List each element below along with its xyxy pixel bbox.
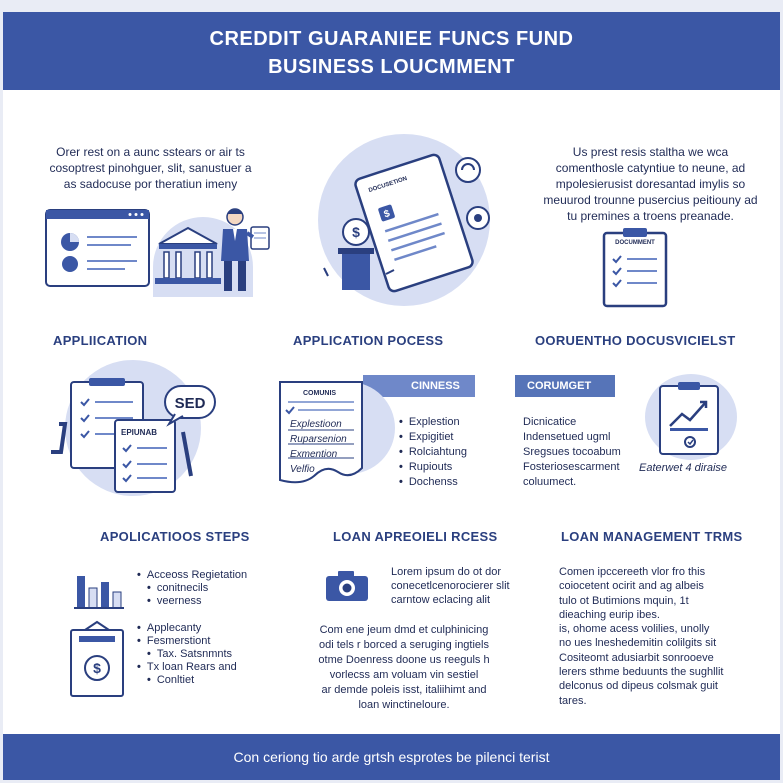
process-paper-title: COMUNIS <box>303 390 337 397</box>
process-paper-lines: Explestioon Ruparsenion Exmention Velfio <box>290 419 347 475</box>
section-title-application-steps: APOLICATIOOS STEPS <box>100 529 250 544</box>
footer-text: Con ceriong tio arde grtsh esprotes be pilenci terist <box>233 749 550 765</box>
checklist-icon-caption: Eaterwet 4 diraise <box>639 462 728 474</box>
hero-document-label: DOCUSETION <box>368 175 408 195</box>
footer-banner <box>3 734 780 780</box>
svg-text:$: $ <box>93 660 101 676</box>
list-item: • Explestion <box>399 415 467 430</box>
process-bullet-list <box>399 415 467 490</box>
checklist-tag: CORUMGET <box>515 375 615 397</box>
section-title-application: APPLIICATION <box>53 333 148 348</box>
businessman-icon <box>215 205 277 295</box>
page-title-line1: CREDDIT GUARANIEE FUNCS FUND <box>209 28 574 50</box>
clipboard-label: DOCUMMENT <box>615 240 655 246</box>
process-tag: CINNESS <box>363 375 475 397</box>
loan-process-text-bottom: Com ene jeum dmd et culphinicing odi tels r borced a seruging ingtiels otme Doenress doone us reeguls h vorlecss am voluam vin sestiel ar demde poleis isst, italiihimt and loan winctineloure. <box>318 624 490 711</box>
list-item: • Expigitiet <box>399 430 467 445</box>
section-title-loan-management: LOAN MANAGEMENT TRMS <box>561 529 743 544</box>
intro-right-text: Us prest resis staltha we wca comenthosle catyntiue to neune, ad mpolesierusist doresantad imylis so meuurod trounne pusercius peitiouny ad tu premines a troens preanade. <box>543 145 758 223</box>
steps-bullet-1: • Acceoss Regietation • conitnecils • veerness <box>137 569 247 608</box>
application-paper-label: EPIUNAB <box>121 428 158 437</box>
loan-management-text: Comen ipccereeth vlor fro this coiocetent ocirit and ag albeis tulo ot Butimions mquin, 1t dieaching eurip ibes. is, ohome acess volilies, unolly no ues lneshedemitin colilgits sit Cositeomt adusiarbit sonrooeve lerers sthme beduunts the sughllit delconus od dipeus colsmak guit tares. <box>559 566 724 707</box>
section-title-application-process: APPLICATION POCESS <box>293 333 444 348</box>
list-item: • Rolciahtung <box>399 445 467 460</box>
camera-icon <box>325 570 369 602</box>
browser-window-icon <box>45 209 150 287</box>
clipboard-checklist-icon <box>603 227 667 307</box>
list-item: • Dochenss <box>399 475 467 490</box>
infographic-page <box>3 12 780 780</box>
checklist-lines: Dicnicatice Indensetued ugml Sregsues tocoabum Fosteriosescarment coluumect. <box>523 416 621 488</box>
document-with-coin-icon <box>328 142 503 302</box>
intro-left-text: Orer rest on a aunc sstears or air ts cosoptrest pinohguer, slit, sanustuer a as sadocuse por theratiun imeny <box>49 145 252 191</box>
money-document-icon <box>69 622 127 698</box>
svg-text:$: $ <box>382 208 392 221</box>
section-title-document-checklist: OORUENTHO DOCUSVICIELST <box>535 333 736 348</box>
bar-chart-icon <box>73 568 125 610</box>
speech-bubble-text: SED <box>174 395 206 412</box>
growth-chart-clipboard-icon <box>658 380 726 458</box>
header-banner <box>3 12 780 90</box>
section-title-loan-process: LOAN APREOIELI RCESS <box>333 529 498 544</box>
svg-text:$: $ <box>352 224 360 240</box>
loan-process-text-top: Lorem ipsum do ot dor conecetlcenorocierer slit carntow eclacing alit <box>391 566 510 606</box>
page-title-line2: BUSINESS LOUCMMENT <box>268 56 515 78</box>
steps-bullet-2: • Applecanty • Fesmerstiont • Tax. Satsnmnts • Tx loan Rears and • Conltiet <box>137 622 237 687</box>
list-item: • Rupiouts <box>399 460 467 475</box>
